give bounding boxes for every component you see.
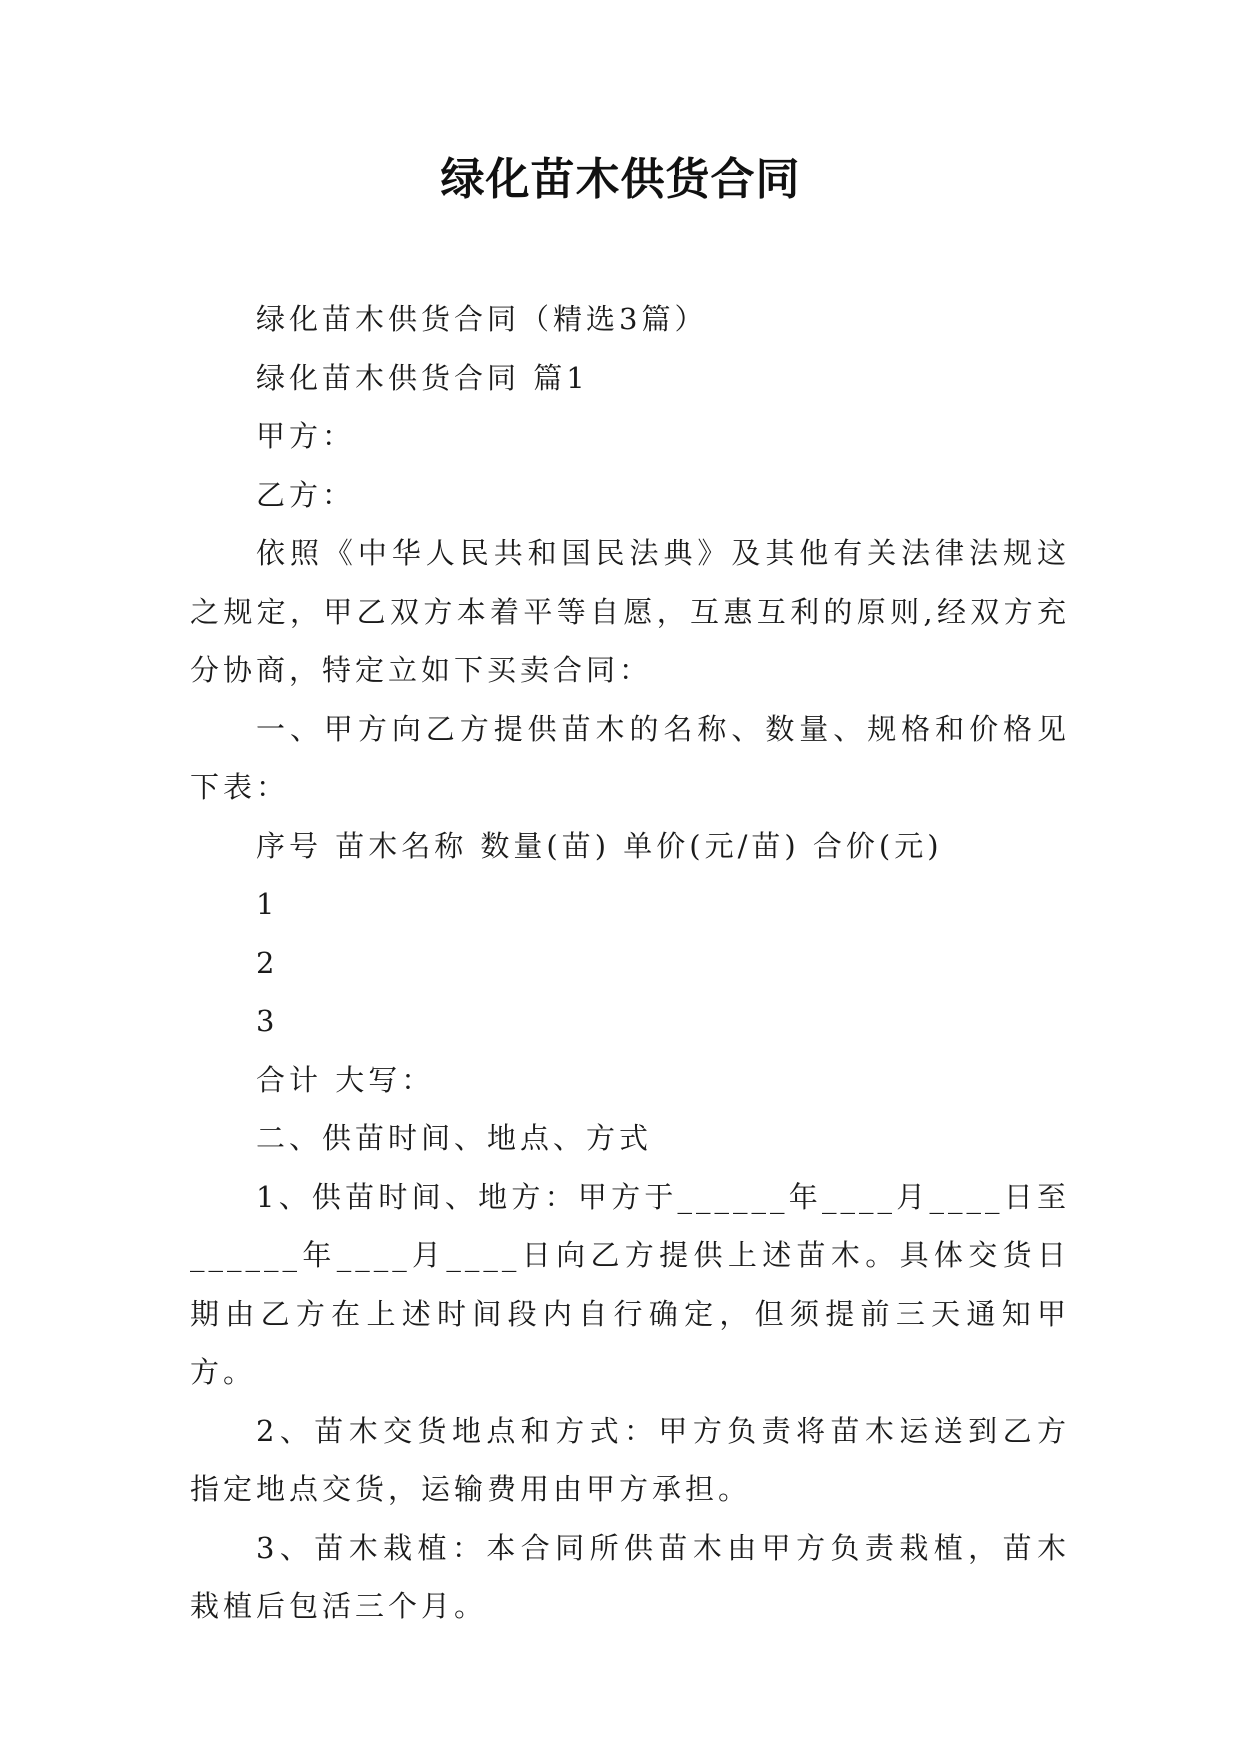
paragraph-party-b: 乙方： — [256, 477, 356, 512]
paragraph-row-2: 2 — [256, 945, 279, 980]
paragraph-row-1: 1 — [256, 887, 279, 921]
paragraph-table-header: 序号 苗木名称 数量(苗) 单价(元/苗) 合价(元) — [256, 828, 943, 863]
paragraph-clause-2-1: 1、供苗时间、地方：甲方于______年____月____日至______年____月____日向乙方提供上述苗木。具体交货日期由乙方在上述时间段内自行确定，但须提前三天通知甲方。 — [190, 1179, 1070, 1389]
paragraph-clause-2: 二、供苗时间、地点、方式 — [256, 1121, 653, 1155]
paragraph-preamble: 依照《中华人民共和国民法典》及其他有关法律法规这之规定，甲乙双方本着平等自愿，互惠互利的原则,经双方充分协商，特定立如下买卖合同： — [190, 536, 1070, 687]
paragraph-row-3: 3 — [256, 1004, 279, 1038]
paragraph-part-heading: 绿化苗木供货合同 篇1 — [256, 360, 589, 395]
paragraph-total: 合计 大写： — [256, 1062, 435, 1097]
paragraph-clause-1: 一、甲方向乙方提供苗木的名称、数量、规格和价格见下表： — [190, 711, 1070, 804]
document-body — [190, 290, 1070, 1636]
paragraph-subtitle: 绿化苗木供货合同（精选3篇） — [256, 302, 708, 336]
paragraph-party-a: 甲方： — [256, 419, 356, 453]
document-title: 绿化苗木供货合同 — [440, 154, 801, 205]
paragraph-clause-2-3: 3、苗木栽植：本合同所供苗木由甲方负责栽植，苗木栽植后包活三个月。 — [190, 1530, 1070, 1623]
paragraph-clause-2-2: 2、苗木交货地点和方式：甲方负责将苗木运送到乙方指定地点交货，运输费用由甲方承担。 — [190, 1413, 1070, 1506]
